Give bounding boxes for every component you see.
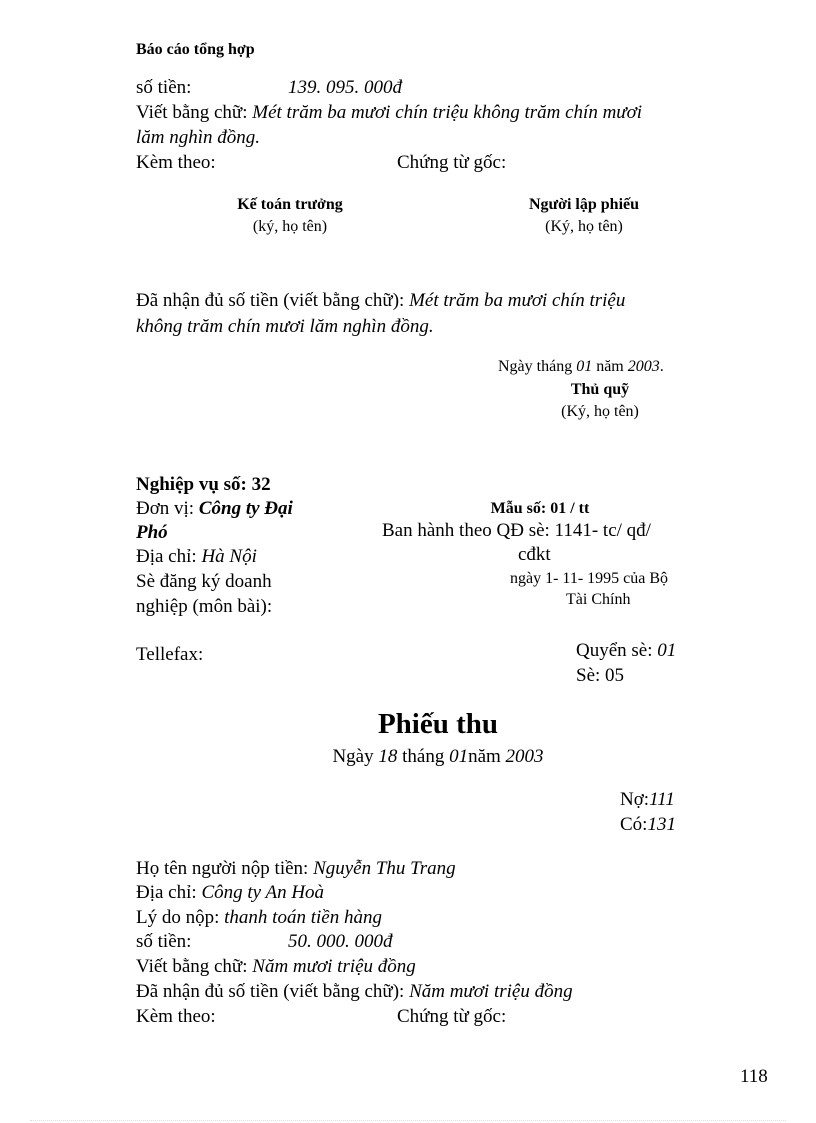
payer-address-value: Công ty An Hoà [201,882,325,903]
receipt-words-label: Viết bằng chữ: [136,956,248,977]
amount-label: số tiền: [136,77,192,98]
received-value-1: Mét trăm ba mươi chín triệu [409,290,626,311]
received-label: Đã nhận đủ số tiền (viết bằng chữ): [136,290,405,311]
section-address-line [136,546,257,568]
chief-accountant-sub: (ký, họ tên) [252,218,328,235]
debit-line [620,789,675,811]
unit-label: Đơn vị: [136,498,195,519]
reason-line [136,907,382,929]
payer-line [136,858,456,880]
in-words-value-1: Mét trăm ba mươi chín triệu không trăm chín mươi [252,102,643,123]
issued-line-1: Ban hành theo QĐ sè: 1141- tc/ qđ/ [382,520,651,541]
cashier-sub: (Ký, họ tên) [561,403,639,420]
issued-line-3: ngày 1- 11- 1995 của Bộ [510,570,669,587]
receipt-origin-label: Chứng từ gốc: [397,1006,507,1027]
date-mid: năm [596,358,624,375]
credit-value: 131 [647,814,676,835]
date-month: 01 [576,358,593,375]
receipt-amount-value: 50. 000. 000đ [288,931,393,952]
registration-line-1: Sè đăng ký doanh [136,571,272,592]
date-year: 2003 [627,358,660,375]
book-number-line [576,640,676,662]
preparer-sub: (Ký, họ tên) [545,218,623,235]
origin-label: Chứng từ gốc: [397,152,507,173]
reason-label: Lý do nộp: [136,907,220,928]
in-words-line-1 [136,102,642,124]
page-bottom-divider [30,1120,786,1121]
receipt-date [238,746,638,768]
receipt-date-thang: tháng [402,746,445,767]
cashier-title: Thủ quỹ [570,381,630,398]
debit-value: 111 [649,789,675,810]
date-line [498,358,664,376]
receipt-received-label: Đã nhận đủ số tiền (viết bằng chữ): [136,981,405,1002]
book-label: Quyển sè: [576,640,653,661]
receipt-number: Sè: 05 [576,665,625,686]
receipt-date-month: 01 [449,746,469,767]
telefax-label: Tellefax: [136,644,204,665]
date-end: . [659,358,664,375]
credit-label: Có: [620,814,648,835]
section-address-value: Hà Nội [201,546,257,567]
receipt-date-ngay: Ngày [332,746,374,767]
received-value-2: không trăm chín mươi lăm nghìn đồng. [136,316,434,337]
unit-value-1: Công ty Đại [198,498,293,519]
unit-line-1 [136,498,293,520]
issued-line-4: Tài Chính [566,591,631,608]
receipt-attach-label: Kèm theo: [136,1006,216,1027]
reason-value: thanh toán tiền hàng [224,907,382,928]
receipt-words-value: Năm mươi triệu đồng [252,956,416,977]
payer-value: Nguyễn Thu Trang [313,858,456,879]
receipt-amount-label: số tiền: [136,931,192,952]
issued-line-2: cđkt [518,544,551,565]
form-number: Mẫu số: 01 / tt [490,500,590,517]
page-number: 118 [740,1066,768,1087]
payer-label: Họ tên người nộp tiền: [136,858,309,879]
payer-address-label: Địa chỉ: [136,882,197,903]
preparer-title: Người lập phiếu [528,196,640,213]
report-header: Báo cáo tổng hợp [136,41,255,58]
payer-address-line [136,882,324,904]
credit-line [620,814,676,836]
amount-value: 139. 095. 000đ [288,77,402,98]
receipt-date-day: 18 [378,746,398,767]
unit-value-2: Phó [136,522,168,543]
receipt-received-line [136,981,573,1003]
in-words-value-2: lăm nghìn đồng. [136,127,261,148]
receipt-words-line [136,956,416,978]
receipt-date-nam: năm [468,746,501,767]
section-address-label: Địa chỉ: [136,546,197,567]
date-prefix: Ngày tháng [498,358,573,375]
registration-line-2: nghiệp (môn bài): [136,596,273,617]
receipt-title: Phiếu thu [377,708,499,740]
received-line-1 [136,290,625,312]
receipt-received-value: Năm mươi triệu đồng [409,981,573,1002]
book-value: 01 [657,640,677,661]
chief-accountant-title: Kế toán trưởng [237,196,343,213]
debit-label: Nợ: [620,789,650,810]
operation-number: Nghiệp vụ số: 32 [136,474,271,495]
receipt-date-year: 2003 [505,746,544,767]
attach-label: Kèm theo: [136,152,216,173]
in-words-label: Viết bằng chữ: [136,102,248,123]
